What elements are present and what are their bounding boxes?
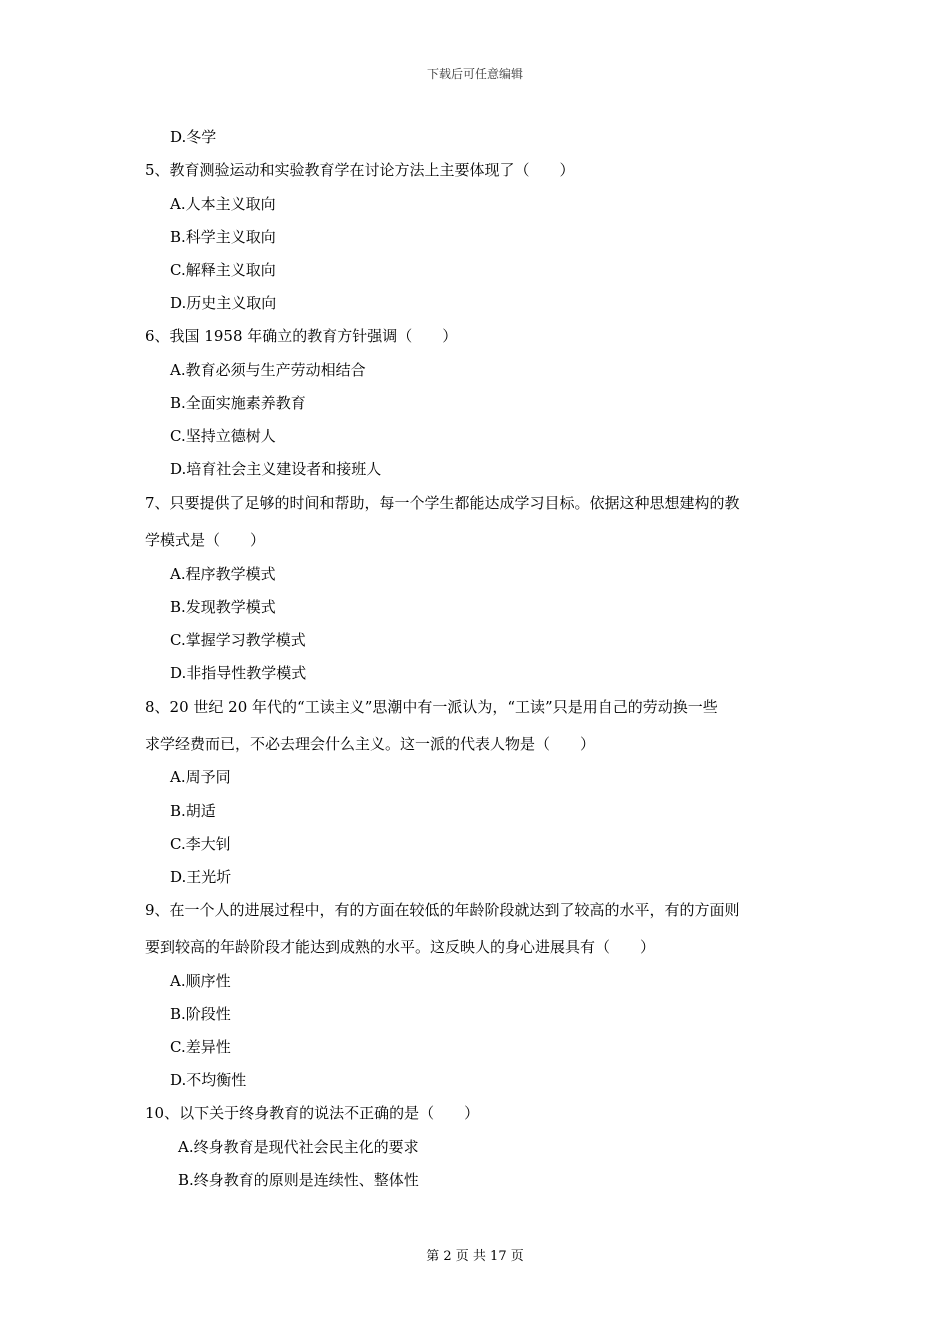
- question-line: 7、只要提供了足够的时间和帮助，每一个学生都能达成学习目标。依据这种思想建构的教: [145, 494, 740, 512]
- option-line: D.冬学: [170, 128, 217, 146]
- option-line: D.非指导性教学模式: [170, 664, 307, 682]
- option-line: C.掌握学习教学模式: [170, 631, 306, 649]
- option-line: C.解释主义取向: [170, 261, 276, 279]
- question-line: 学模式是（ ）: [145, 531, 266, 549]
- option-line: D.培育社会主义建设者和接班人: [170, 460, 382, 478]
- option-line: C.差异性: [170, 1038, 231, 1056]
- option-line: B.阶段性: [170, 1005, 231, 1023]
- question-line: 10、以下关于终身教育的说法不正确的是（ ）: [145, 1104, 480, 1122]
- option-line: D.历史主义取向: [170, 294, 277, 312]
- page-footer: 第 2 页 共 17 页: [426, 1249, 524, 1264]
- question-line: 要到较高的年龄阶段才能达到成熟的水平。这反映人的身心进展具有（ ）: [145, 938, 656, 956]
- page-header: 下载后可任意编辑: [426, 67, 523, 81]
- option-line: D.不均衡性: [170, 1071, 247, 1089]
- option-line: A.程序教学模式: [170, 565, 276, 583]
- option-line: A.人本主义取向: [170, 195, 276, 213]
- option-line: A.教育必须与生产劳动相结合: [170, 361, 366, 379]
- option-line: C.李大钊: [170, 835, 231, 853]
- option-line: A.顺序性: [170, 972, 231, 990]
- question-line: 8、20 世纪 20 年代的“工读主义”思潮中有一派认为，“工读”只是用自己的劳动换一些: [145, 698, 718, 716]
- option-line: B.终身教育的原则是连续性、整体性: [178, 1171, 419, 1189]
- option-line: B.科学主义取向: [170, 228, 276, 246]
- option-line: C.坚持立德树人: [170, 427, 276, 445]
- question-line: 求学经费而已，不必去理会什么主义。这一派的代表人物是（ ）: [145, 735, 596, 753]
- option-line: A.周予同: [170, 768, 231, 786]
- option-line: B.全面实施素养教育: [170, 394, 306, 412]
- option-line: A.终身教育是现代社会民主化的要求: [178, 1138, 419, 1156]
- option-line: B.胡适: [170, 802, 216, 820]
- question-line: 6、我国 1958 年确立的教育方针强调（ ）: [145, 327, 458, 345]
- question-line: 9、在一个人的进展过程中，有的方面在较低的年龄阶段就达到了较高的水平，有的方面则: [145, 901, 740, 919]
- option-line: D.王光圻: [170, 868, 232, 886]
- question-line: 5、教育测验运动和实验教育学在讨论方法上主要体现了（ ）: [145, 161, 575, 179]
- option-line: B.发现教学模式: [170, 598, 276, 616]
